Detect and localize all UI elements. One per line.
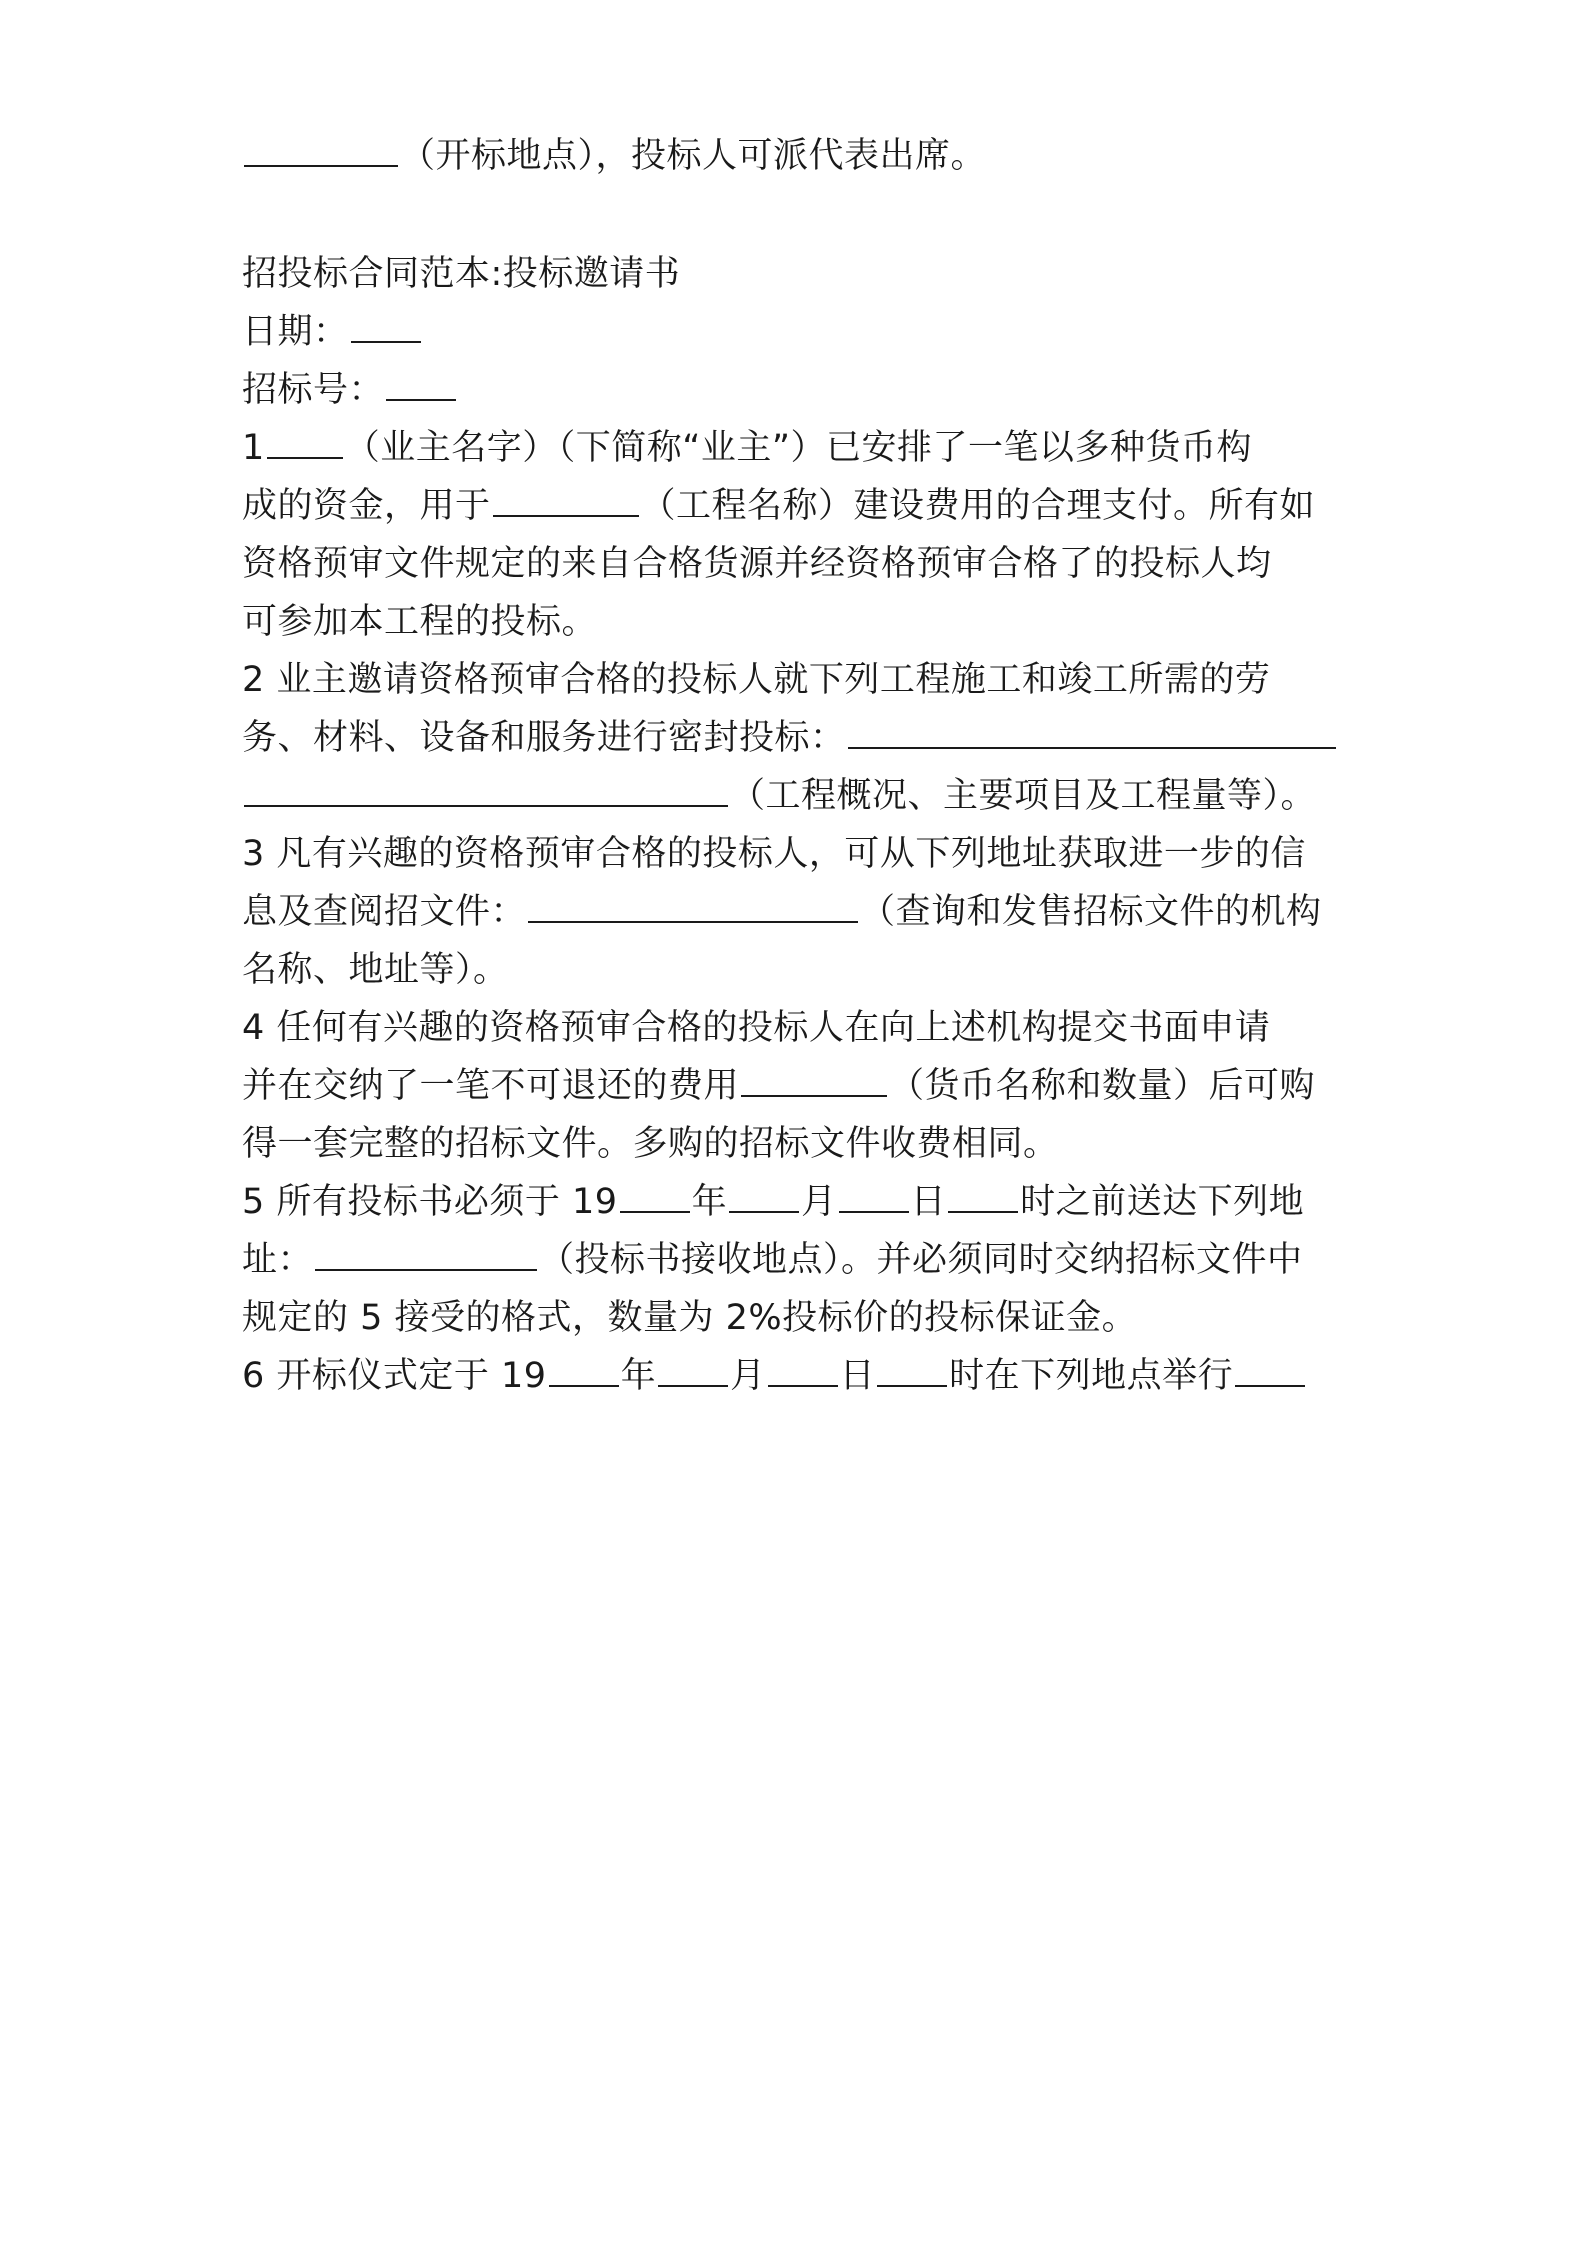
paragraph-1-line-3 [242, 540, 1272, 588]
paragraph-text: 3 凡有兴趣的资格预审合格的投标人，可从下列地址获取进一步的信 [242, 834, 1306, 874]
intro-line [242, 132, 986, 180]
day-label: 日 [910, 1182, 947, 1222]
paragraph-text: （查询和发售招标文件的机构 [860, 892, 1322, 932]
paragraph-4-line-3 [242, 1120, 1059, 1168]
paragraph-3-line-1 [242, 830, 1306, 878]
hour-blank [877, 1355, 947, 1387]
paragraph-text: 并在交纳了一笔不可退还的费用 [242, 1066, 740, 1106]
paragraph-1-line-1 [242, 424, 1252, 472]
paragraph-1-line-2 [242, 482, 1315, 530]
paragraph-2-line-3 [242, 772, 1316, 820]
fee-blank [741, 1065, 887, 1097]
date-blank [351, 311, 421, 343]
bid-number-label: 招标号： [242, 370, 385, 410]
paragraph-text: 6 开标仪式定于 19 [242, 1356, 547, 1396]
year-blank [620, 1181, 690, 1213]
paragraph-3-line-3 [242, 946, 509, 994]
paragraph-text: 2 业主邀请资格预审合格的投标人就下列工程施工和竣工所需的劳 [242, 660, 1271, 700]
title-text: 招投标合同范本:投标邀请书 [242, 254, 681, 294]
paragraph-number: 1 [242, 428, 265, 468]
paragraph-6-line-1 [242, 1352, 1307, 1400]
paragraph-text: （工程名称）建设费用的合理支付。所有如 [640, 486, 1316, 526]
paragraph-text: （投标书接收地点）。并必须同时交纳招标文件中 [539, 1240, 1303, 1280]
paragraph-text: 务、材料、设备和服务进行密封投标： [242, 718, 846, 758]
paragraph-2-line-2 [242, 714, 1338, 762]
paragraph-text: 息及查阅招文件： [242, 892, 527, 932]
paragraph-5-line-1 [242, 1178, 1304, 1226]
paragraph-text: 资格预审文件规定的来自合格货源并经资格预审合格了的投标人均 [242, 544, 1272, 584]
paragraph-text: 时在下列地点举行 [949, 1356, 1234, 1396]
paragraph-4-line-1 [242, 1004, 1270, 1052]
blank-field [244, 135, 398, 167]
paragraph-text: 得一套完整的招标文件。多购的招标文件收费相同。 [242, 1124, 1059, 1164]
year-blank [549, 1355, 619, 1387]
month-blank [729, 1181, 799, 1213]
owner-name-blank [267, 427, 343, 459]
day-blank [839, 1181, 909, 1213]
paragraph-text: （业主名字）（下简称“业主”）已安排了一笔以多种货币构 [344, 428, 1253, 468]
month-label: 月 [730, 1356, 766, 1396]
hour-blank [948, 1181, 1018, 1213]
receipt-location-blank [315, 1239, 537, 1271]
day-blank [768, 1355, 838, 1387]
paragraph-5-line-3 [242, 1294, 1137, 1342]
month-label: 月 [801, 1182, 837, 1222]
intro-text: （开标地点），投标人可派代表出席。 [400, 136, 987, 176]
paragraph-text: 可参加本工程的投标。 [242, 602, 598, 642]
paragraph-text: 成的资金，用于 [242, 486, 491, 526]
paragraph-text: 时之前送达下列地 [1020, 1182, 1305, 1222]
paragraph-5-line-2 [242, 1236, 1303, 1284]
bid-number-line [242, 366, 458, 414]
date-label: 日期： [242, 312, 349, 352]
paragraph-1-line-4 [242, 598, 597, 646]
project-name-blank [493, 485, 639, 517]
paragraph-text: 5 所有投标书必须于 19 [242, 1182, 618, 1222]
document-title [242, 250, 680, 298]
year-label: 年 [691, 1182, 728, 1222]
month-blank [658, 1355, 728, 1387]
paragraph-text: （工程概况、主要项目及工程量等）。 [730, 776, 1317, 816]
year-label: 年 [620, 1356, 657, 1396]
paragraph-text: 名称、地址等）。 [242, 950, 509, 990]
paragraph-text: 4 任何有兴趣的资格预审合格的投标人在向上述机构提交书面申请 [242, 1008, 1271, 1048]
paragraph-text: 规定的 5 接受的格式，数量为 2%投标价的投标保证金。 [242, 1298, 1138, 1338]
paragraph-2-line-1 [242, 656, 1270, 704]
works-description-blank [244, 775, 728, 807]
works-description-blank [848, 717, 1336, 749]
paragraph-4-line-2 [242, 1062, 1315, 1110]
paragraph-text: （货币名称和数量）后可购 [889, 1066, 1316, 1106]
agency-blank [528, 891, 858, 923]
location-blank [1235, 1355, 1305, 1387]
paragraph-3-line-2 [242, 888, 1322, 936]
paragraph-text: 址： [242, 1240, 314, 1280]
date-line [242, 308, 423, 356]
day-label: 日 [839, 1356, 876, 1396]
bid-number-blank [386, 369, 456, 401]
